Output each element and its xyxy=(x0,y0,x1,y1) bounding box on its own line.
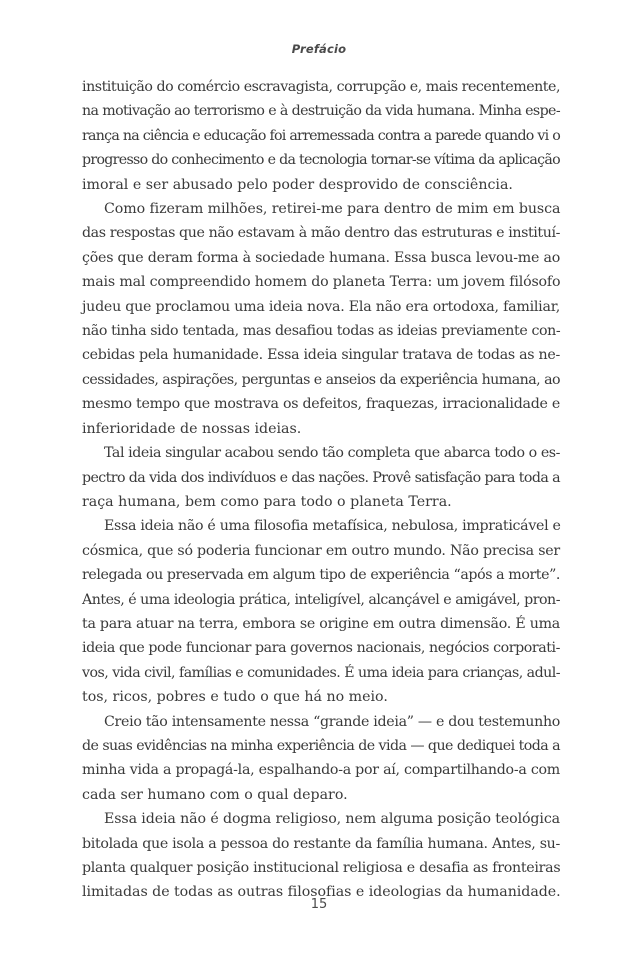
text-line: cada ser humano com o qual deparo. xyxy=(82,786,348,803)
text-line: minha vida a propagá-la, espalhando-a por aí, compartilhando-a com xyxy=(82,762,560,779)
text-line: rança na ciência e educação foi arremessada contra a parede quando vi o xyxy=(82,127,560,144)
paragraph xyxy=(82,807,560,905)
text-line: mais mal compreendido homem do planeta Terra: um jovem filósofo xyxy=(82,274,561,291)
page-number: 15 xyxy=(310,897,328,912)
text-line: inferioridade de nossas ideias. xyxy=(82,420,302,437)
text-line: progresso do conhecimento e da tecnologia tornar-se vítima da aplicação xyxy=(82,152,560,169)
text-line: ideia que pode funcionar para governos nacionais, negócios corporati- xyxy=(82,640,561,657)
text-line: bitolada que isola a pessoa do restante da família humana. Antes, su- xyxy=(82,835,561,852)
text-line: Como fizeram milhões, retirei-me para dentro de mim em busca xyxy=(104,201,561,218)
text-line: Tal ideia singular acabou sendo tão completa que abarca todo o es- xyxy=(104,445,560,462)
text-line: vos, vida civil, famílias e comunidades. É uma ideia para crianças, adul- xyxy=(82,664,560,681)
text-line: não tinha sido tentada, mas desafiou todas as ideias previamente con- xyxy=(82,323,561,340)
text-line: imoral e ser abusado pelo poder desprovido de consciência. xyxy=(82,176,513,193)
text-line: ta para atuar na terra, embora se origine em outra dimensão. É uma xyxy=(82,615,561,632)
text-line: limitadas de todas as outras filosofias e ideologias da humanidade. xyxy=(82,884,561,901)
text-line: tos, ricos, pobres e tudo o que há no meio. xyxy=(82,689,388,706)
text-line: de suas evidências na minha experiência de vida — que dediquei toda a xyxy=(82,737,560,754)
body-text xyxy=(82,75,560,905)
text-line: Antes, é uma ideologia prática, inteligível, alcançável e amigável, pron- xyxy=(82,591,560,608)
text-line: Essa ideia não é uma filosofia metafísica, nebulosa, impraticável e xyxy=(104,518,561,535)
text-line: planta qualquer posição institucional religiosa e desafia as fronteiras xyxy=(82,860,561,876)
text-line: raça humana, bem como para todo o planeta Terra. xyxy=(82,493,452,510)
paragraph xyxy=(82,75,560,197)
text-line: relegada ou preservada em algum tipo de experiência “após a morte”. xyxy=(82,567,561,584)
paragraph xyxy=(82,441,560,514)
text-line: judeu que proclamou uma ideia nova. Ela não era ortodoxa, familiar, xyxy=(82,298,560,315)
text-line: Creio tão intensamente nessa “grande ideia” — e dou testemunho xyxy=(104,713,560,730)
text-line: cósmica, que só poderia funcionar em outro mundo. Não precisa ser xyxy=(82,542,560,559)
text-line: cessidades, aspirações, perguntas e anseios da experiência humana, ao xyxy=(82,371,561,388)
paragraph xyxy=(82,514,560,709)
text-line: cebidas pela humanidade. Essa ideia singular tratava de todas as ne- xyxy=(82,347,560,364)
running-title: Prefácio xyxy=(291,42,347,56)
text-line: mesmo tempo que mostrava os defeitos, fraquezas, irracionalidade e xyxy=(82,396,561,413)
text-line: pectro da vida dos indivíduos e das nações. Provê satisfação para toda a xyxy=(82,469,561,486)
text-line: das respostas que não estavam à mão dentro das estruturas e instituí- xyxy=(82,225,561,242)
text-line: na motivação ao terrorismo e à destruição da vida humana. Minha espe- xyxy=(82,103,560,120)
text-line: Essa ideia não é dogma religioso, nem alguma posição teológica xyxy=(104,811,560,828)
text-line: instituição do comércio escravagista, corrupção e, mais recentemente, xyxy=(82,79,561,95)
paragraph xyxy=(82,710,560,808)
text-line: ções que deram forma à sociedade humana. Essa busca levou-me ao xyxy=(82,249,561,266)
paragraph xyxy=(82,197,560,441)
